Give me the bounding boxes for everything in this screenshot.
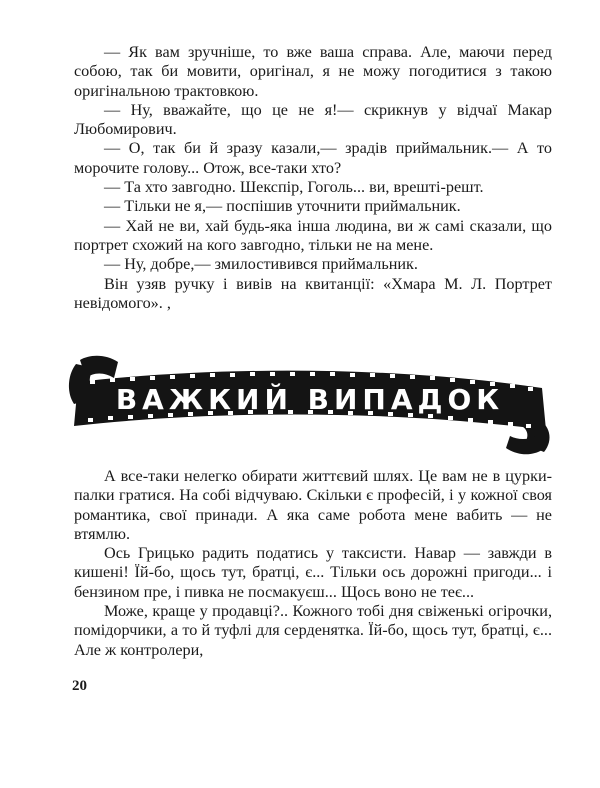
paragraph: Він узяв ручку і вивів на квитанції: «Хмара М. Л. Портрет невідомого». , [74, 274, 552, 312]
page-number: 20 [72, 678, 87, 694]
top-text-block [74, 43, 552, 313]
paragraph: Може, краще у продавці?.. Кожного тобі дня свіженькі огірочки, помідорчики, а то й туфлі для серденятка. Їй-бо, щось тут, братці, є... Але ж контролери, [74, 602, 552, 659]
paragraph: — Ну, вважайте, що це не я!— скрикнув у відчаї Макар Любомирович. [74, 100, 552, 139]
paragraph: Ось Грицько радить податись у таксисти. Навар — завжди в кишені! Їй-бо, щось тут, братці, є... Тільки ось дорожні пригоди... і бензином пре, і пивка не посмакуєш... Щось воно не теє... [74, 544, 552, 601]
paragraph: — Хай не ви, хай будь-яка інша людина, ви ж самі сказали, що портрет схожий на кого завгодно, тільки не на мене. [74, 216, 552, 254]
bottom-text-block [74, 467, 552, 660]
paragraph: — Ну, добре,— змилостивився приймальник. [104, 255, 418, 274]
paragraph: А все-таки нелегко обирати життєвий шлях. Це вам не в цурки-палки гратися. На собі відчуваю. Скільки є професій, і у кожної своя романтика, свої принади. А яка саме робота мене вабить — не втямлю. [74, 467, 552, 543]
paragraph: — Тільки не я,— поспішив уточнити приймальник. [104, 197, 461, 216]
paragraph: — О, так би й зразу казали,— зрадів приймальник.— А то морочите голову... Отож, все-таки хто? [74, 139, 552, 177]
paragraph: — Та хто завгодно. Шекспір, Гоголь... ви, врешті-решт. [104, 178, 484, 197]
chapter-banner [66, 352, 554, 460]
film-strip-banner-graphic [66, 352, 554, 460]
paragraph: — Як вам зручніше, то вже ваша справа. Але, маючи перед собою, так би мовити, оригінал, я не можу погодитися з такою оригінальною трактовкою. [74, 43, 552, 100]
chapter-title: ВАЖКИЙ ВИПАДОК [115, 383, 505, 416]
